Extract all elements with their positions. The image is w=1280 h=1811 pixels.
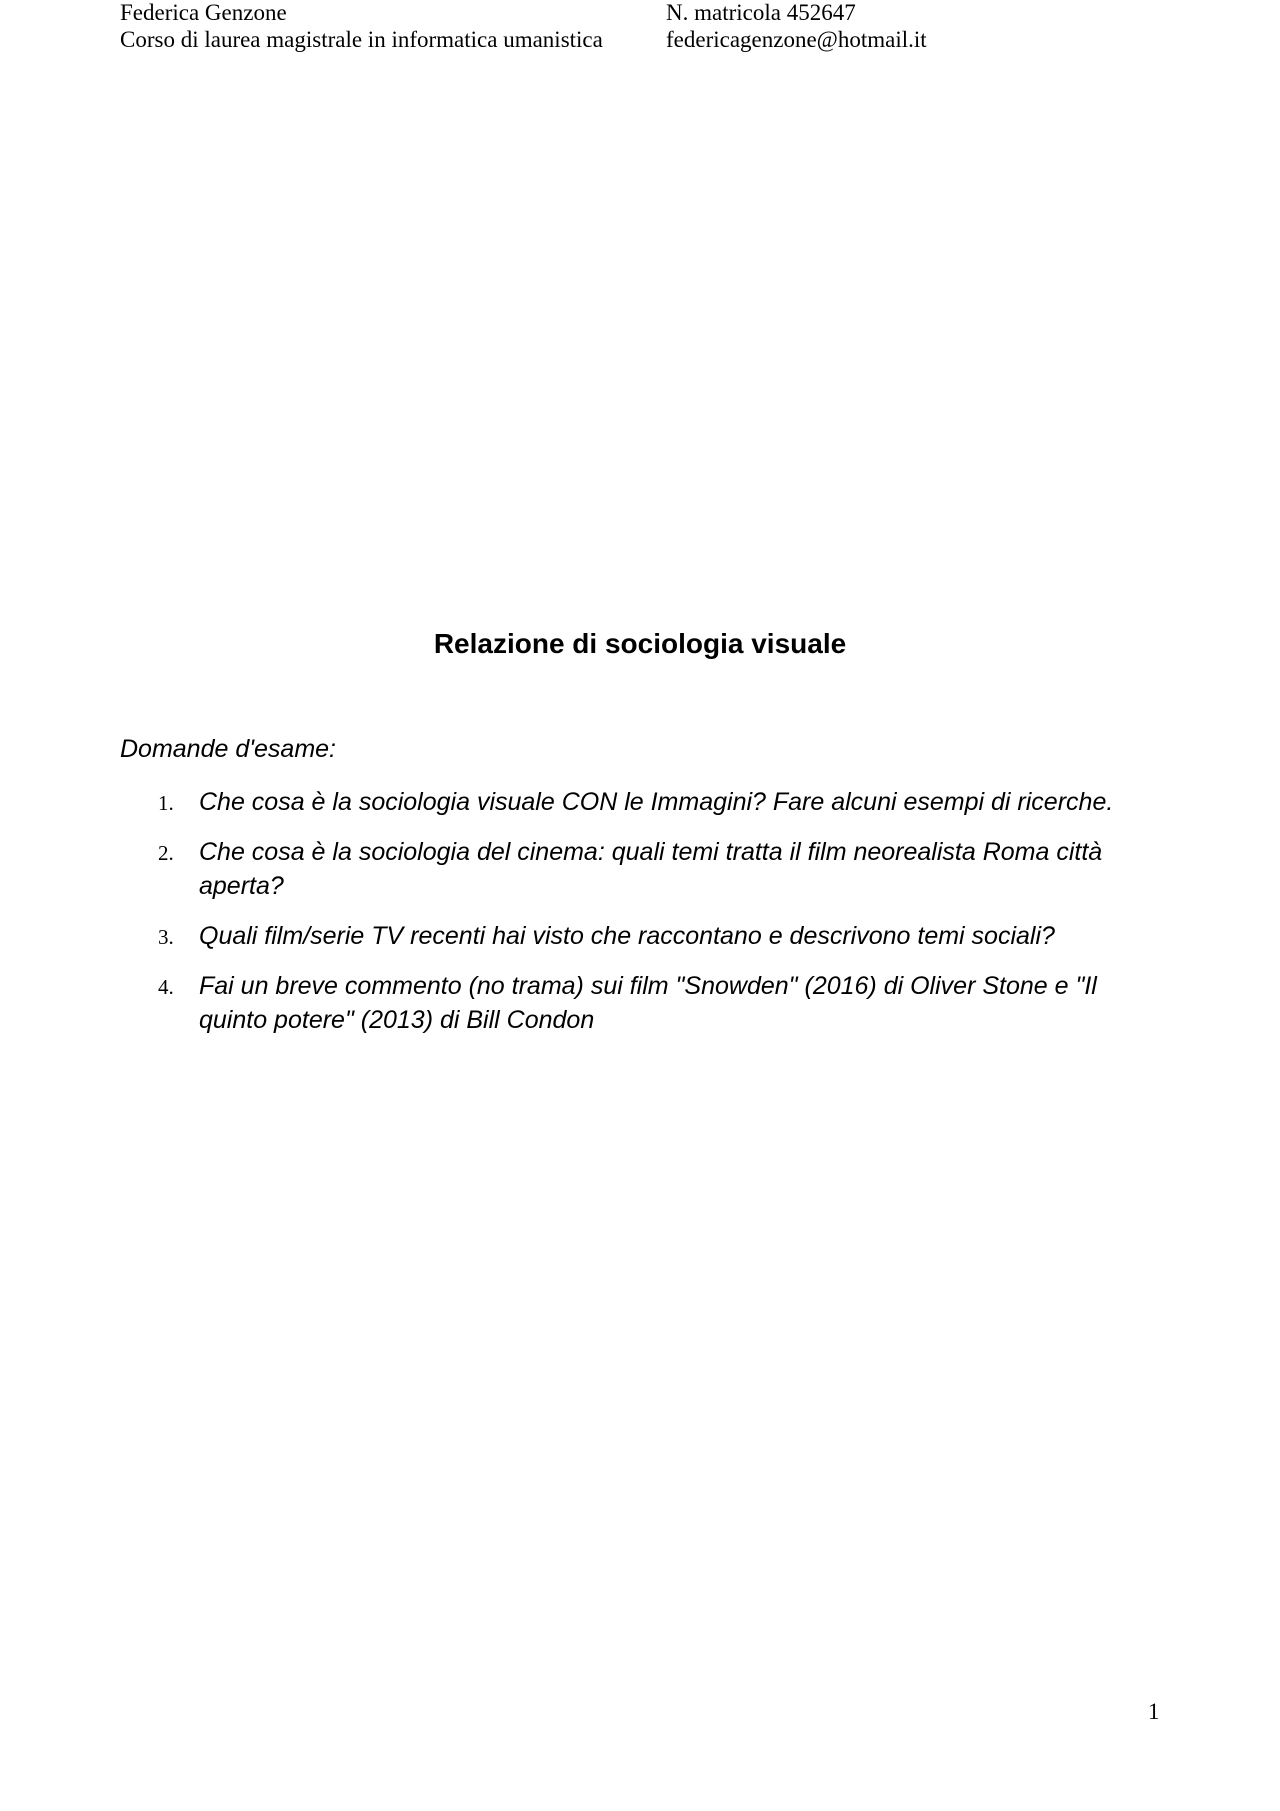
author-email: federicagenzone@hotmail.it xyxy=(666,27,927,52)
question-text: Che cosa è la sociologia visuale CON le Immagini? Fare alcuni esempi di ricerche. xyxy=(199,788,1114,816)
course-name: Corso di laurea magistrale in informatica umanistica xyxy=(120,27,603,52)
question-number: 3. xyxy=(158,925,174,949)
question-number: 1. xyxy=(158,791,174,815)
question-text: Fai un breve commento (no trama) sui film "Snowden" (2016) di Oliver Stone e "Il quinto potere" (2013) di Bill Condon xyxy=(199,972,1097,1034)
student-id: N. matricola 452647 xyxy=(666,0,856,25)
question-item xyxy=(120,969,1160,1037)
question-item xyxy=(120,785,1160,819)
document-title: Relazione di sociologia visuale xyxy=(433,628,847,659)
page-number: 1 xyxy=(1148,1699,1160,1724)
question-number: 2. xyxy=(158,841,174,865)
questions-list xyxy=(120,785,1160,1053)
question-number: 4. xyxy=(158,975,174,999)
question-item xyxy=(120,835,1160,903)
header-author-block xyxy=(120,0,603,53)
question-text: Che cosa è la sociologia del cinema: quali temi tratta il film neorealista Roma città aperta? xyxy=(199,838,1103,900)
question-text: Quali film/serie TV recenti hai visto che raccontano e descrivono temi sociali? xyxy=(199,922,1055,950)
question-item xyxy=(120,919,1160,953)
questions-intro: Domande d'esame: xyxy=(120,735,337,763)
author-name: Federica Genzone xyxy=(120,0,287,25)
header-contact-block xyxy=(666,0,927,53)
